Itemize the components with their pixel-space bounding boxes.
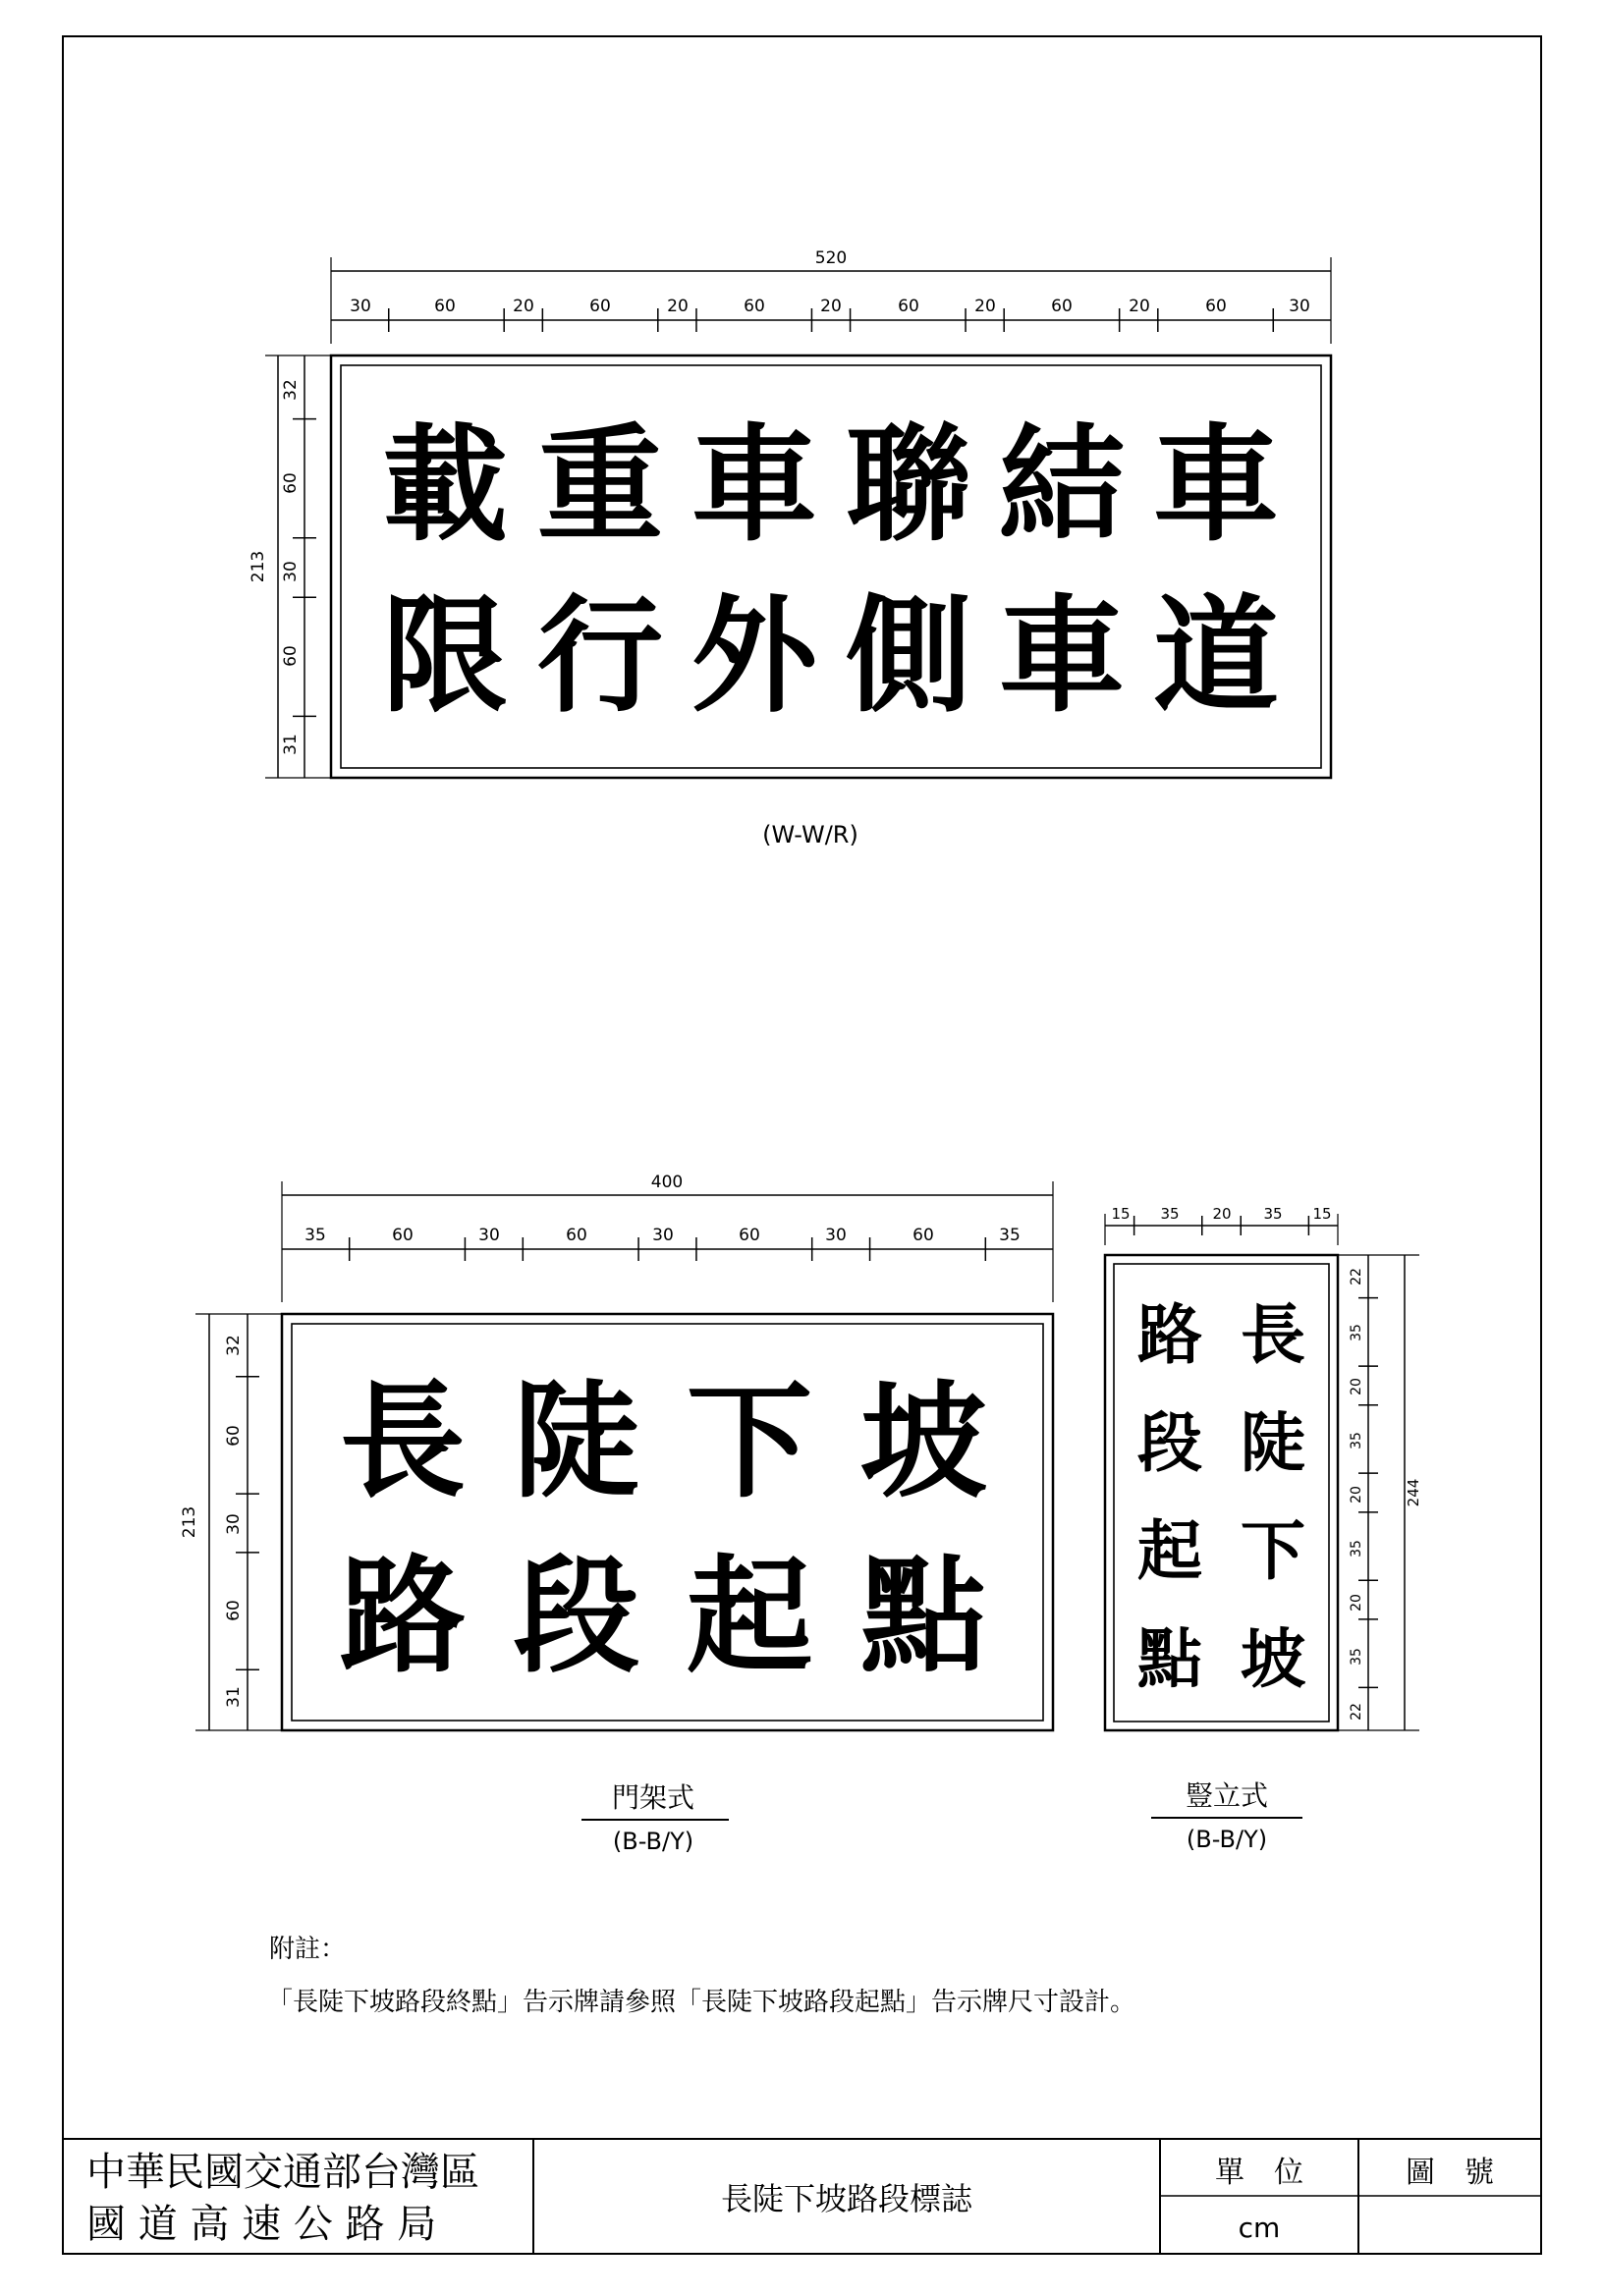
dim-label: 20 — [1349, 1378, 1364, 1395]
unit-value: cm — [1238, 2212, 1281, 2244]
dim-label: 32 — [224, 1335, 244, 1356]
title-block — [63, 2139, 1541, 2254]
dim-label: 31 — [224, 1686, 244, 1708]
dim-label: 60 — [392, 1226, 414, 1245]
sign-char: 道 — [1152, 583, 1280, 730]
sign-char: 載 — [381, 412, 509, 559]
dim-label: 60 — [434, 297, 456, 316]
dim-label: 30 — [281, 561, 301, 582]
dim-label: 35 — [1349, 1540, 1364, 1558]
dim-label: 35 — [1349, 1432, 1364, 1449]
notes-text: 「長陡下坡路段終點」告示牌請參照「長陡下坡路段起點」告示牌尺寸設計。 — [267, 1988, 1136, 2017]
dim-label: 30 — [478, 1226, 500, 1245]
sign-char: 坡 — [859, 1369, 987, 1515]
sign-char: 坡 — [1241, 1621, 1305, 1697]
sign-c-type-label: 豎立式 — [1185, 1779, 1269, 1812]
sign-c-vertical-labels — [1349, 1268, 1364, 1721]
sign-b-height-total: 213 — [180, 1505, 199, 1539]
sign-char: 陡 — [1241, 1405, 1305, 1481]
dim-label: 20 — [1349, 1486, 1364, 1503]
sign-c-color-code: (B-B/Y) — [1186, 1826, 1268, 1853]
sign-char: 外 — [691, 583, 818, 730]
sign-b-vertical-labels — [224, 1335, 244, 1708]
dim-label: 60 — [224, 1600, 244, 1621]
sign-char: 點 — [1137, 1621, 1202, 1697]
sign-char: 長 — [1241, 1297, 1305, 1373]
sign-char: 長 — [339, 1369, 467, 1515]
sign-char: 重 — [536, 412, 664, 559]
dim-label: 22 — [1349, 1703, 1364, 1721]
notes — [267, 1935, 1135, 2017]
sign-char: 車 — [998, 583, 1126, 730]
dim-label: 60 — [1051, 297, 1073, 316]
dim-label: 35 — [999, 1226, 1021, 1245]
sign-char: 點 — [859, 1544, 987, 1690]
sign-char: 路 — [1137, 1297, 1202, 1373]
sign-char: 段 — [1137, 1405, 1202, 1481]
dim-label: 35 — [1349, 1648, 1364, 1666]
sign-char: 下 — [686, 1369, 813, 1515]
sign-b-color-code: (B-B/Y) — [612, 1828, 694, 1855]
dim-label: 60 — [912, 1226, 934, 1245]
sign-char: 段 — [513, 1544, 640, 1690]
drawing-title: 長陡下坡路段標誌 — [720, 2180, 973, 2217]
dim-label: 20 — [974, 297, 996, 316]
dim-label: 60 — [224, 1425, 244, 1447]
sign-b — [180, 1173, 1053, 1855]
dim-label: 35 — [1349, 1324, 1364, 1341]
sign-char: 起 — [686, 1544, 813, 1690]
dim-label: 60 — [281, 645, 301, 667]
sign-a — [249, 248, 1331, 848]
dim-label: 30 — [350, 297, 371, 316]
sign-char: 限 — [381, 583, 509, 730]
dim-label: 60 — [281, 472, 301, 494]
sign-char: 行 — [536, 583, 664, 730]
dim-label: 30 — [652, 1226, 674, 1245]
sign-a-segment-labels — [350, 297, 1310, 316]
dim-label: 60 — [1205, 297, 1227, 316]
unit-label: 單 位 — [1215, 2156, 1303, 2190]
sign-a-color-code: (W-W/R) — [762, 821, 858, 848]
dim-label: 20 — [513, 297, 534, 316]
notes-heading: 附註： — [269, 1935, 347, 1964]
dim-label: 32 — [281, 379, 301, 401]
dim-label: 15 — [1312, 1205, 1332, 1223]
dim-label: 35 — [1263, 1205, 1283, 1223]
org-name-line-2: 國 道 高 速 公 路 局 — [86, 2202, 437, 2247]
sign-a-width-total: 520 — [814, 248, 848, 268]
dim-label: 30 — [224, 1513, 244, 1535]
sign-c-segment-labels — [1111, 1205, 1331, 1223]
dim-label: 31 — [281, 734, 301, 755]
sign-char: 起 — [1137, 1513, 1202, 1589]
dim-label: 60 — [739, 1226, 760, 1245]
dim-label: 20 — [1212, 1205, 1232, 1223]
dim-label: 60 — [898, 297, 919, 316]
dim-label: 20 — [1349, 1594, 1364, 1612]
dim-label: 60 — [566, 1226, 587, 1245]
sign-b-width-total: 400 — [650, 1173, 684, 1192]
dim-label: 15 — [1111, 1205, 1131, 1223]
dim-label: 60 — [744, 297, 765, 316]
sign-char: 下 — [1241, 1513, 1305, 1589]
sign-a-height-total: 213 — [249, 550, 268, 583]
dim-label: 22 — [1349, 1268, 1364, 1285]
sign-char: 聯 — [845, 412, 972, 559]
dim-label: 35 — [1160, 1205, 1180, 1223]
sign-char: 車 — [691, 412, 818, 559]
sign-c-height-total: 244 — [1405, 1478, 1422, 1507]
sign-b-type-label: 門架式 — [611, 1781, 695, 1814]
dim-label: 20 — [667, 297, 689, 316]
sign-char: 路 — [339, 1544, 467, 1690]
dim-label: 35 — [304, 1226, 326, 1245]
sign-c — [1105, 1205, 1422, 1853]
sign-b-segment-labels — [304, 1226, 1021, 1245]
dim-label: 30 — [1289, 297, 1310, 316]
dim-label: 20 — [1129, 297, 1150, 316]
dim-label: 60 — [589, 297, 611, 316]
dim-label: 30 — [825, 1226, 847, 1245]
org-name-line-1: 中華民國交通部台灣區 — [86, 2150, 479, 2195]
sign-a-vertical-labels — [281, 379, 301, 755]
dim-label: 20 — [820, 297, 842, 316]
sign-char: 側 — [845, 583, 972, 730]
sign-char: 結 — [998, 412, 1126, 559]
sign-char: 車 — [1152, 412, 1280, 559]
sign-char: 陡 — [513, 1369, 640, 1515]
drawing-number-label: 圖 號 — [1406, 2156, 1494, 2190]
